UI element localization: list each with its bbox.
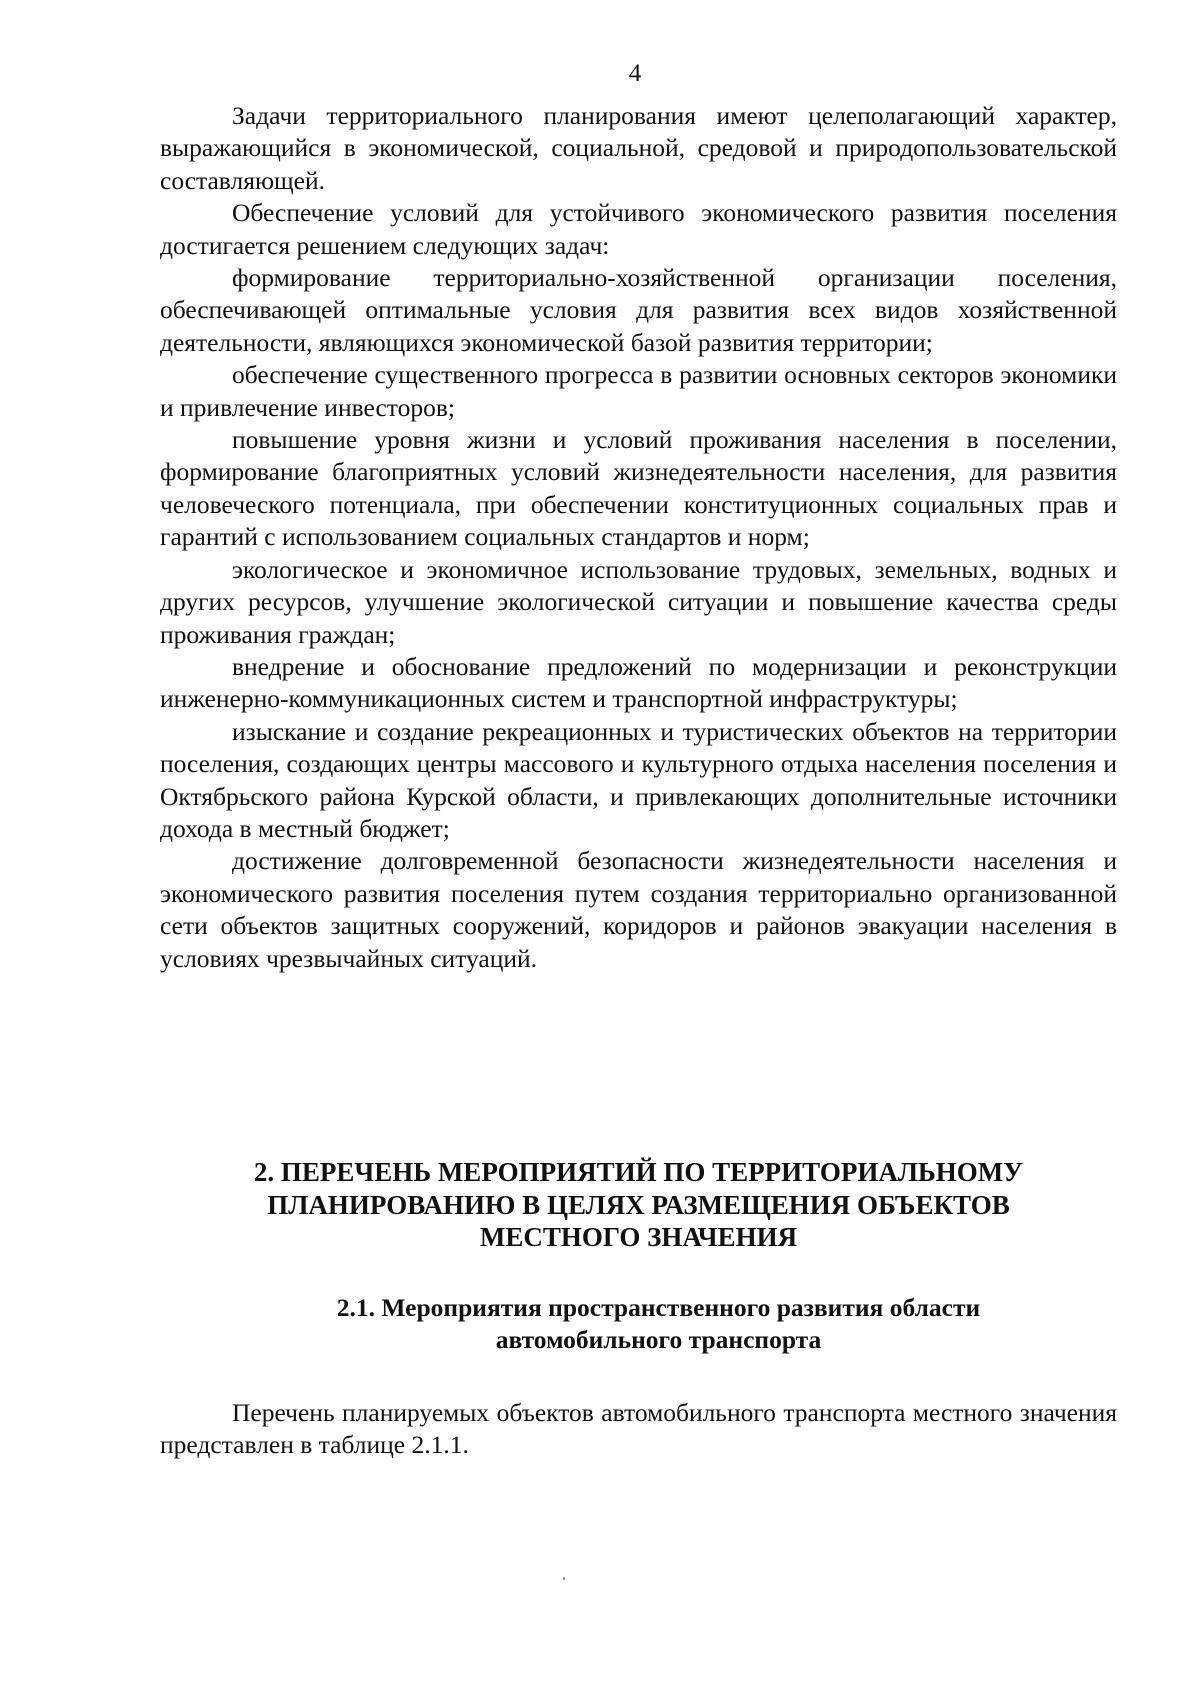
paragraph-task-organization: формирование территориально-хозяйственной организации поселения, обеспечивающей оптимальные условия для развития всех видов хозяйственной деятельности, являющихся экономической базой развития территории; [160,263,1117,357]
closing-text [160,1397,1117,1462]
section-heading [160,1156,1117,1254]
paragraph-task-safety: достижение долговременной безопасности жизнедеятельности населения и экономического развития поселения путем создания территориально организованной сети объектов защитных сооружений, коридоров и районов эвакуации населения в условиях чрезвычайных ситуаций. [160,846,1117,973]
subsection-heading-line: 2.1. Мероприятия пространственного развития области [336,1293,981,1322]
paragraph-table-reference: Перечень планируемых объектов автомобильного транспорта местного значения представлен в таблице 2.1.1. [160,1398,1117,1460]
paragraph-conditions: Обеспечение условий для устойчивого экономического развития поселения достигается решением следующих задач: [160,198,1117,260]
paragraph-goals: Задачи территориального планирования имеют целеполагающий характер, выражающийся в экономической, социальной, средовой и природопользовательской составляющей. [160,101,1117,195]
paragraph-task-recreation: изыскание и создание рекреационных и туристических объектов на территории поселения, создающих центры массового и культурного отдыха населения поселения и Октябрьского района Курской области, и привлекающих дополнительные источники дохода в местный бюджет; [160,716,1117,843]
subsection-heading [160,1292,1117,1357]
paragraph-task-living-standards: повышение уровня жизни и условий проживания населения в поселении, формирование благоприятных условий жизнедеятельности населения, для развития человеческого потенциала, при обеспечении конституционных социальных прав и гарантий с использованием социальных стандартов и норм; [160,425,1117,552]
subsection-heading-line: автомобильного транспорта [495,1325,822,1355]
paragraph-task-infrastructure: внедрение и обоснование предложений по модернизации и реконструкции инженерно-коммуникационных систем и транспортной инфраструктуры; [160,651,1117,714]
body-text [160,100,1117,975]
paragraph-task-economy: обеспечение существенного прогресса в развитии основных секторов экономики и привлечение инвесторов; [160,360,1117,422]
paragraph-task-ecology: экологическое и экономичное использование трудовых, земельных, водных и других ресурсов, улучшение экологической ситуации и повышение качества среды проживания граждан; [160,554,1117,649]
scan-artifact [563,1577,565,1580]
section-heading-line: ПЛАНИРОВАНИЮ В ЦЕЛЯХ РАЗМЕЩЕНИЯ ОБЪЕКТОВ [267,1189,1010,1220]
section-heading-line: МЕСТНОГО ЗНАЧЕНИЯ [479,1222,798,1252]
section-heading-line: 2. ПЕРЕЧЕНЬ МЕРОПРИЯТИЙ ПО ТЕРРИТОРИАЛЬНОМУ [253,1157,1024,1187]
page-number: 4 [628,60,642,87]
